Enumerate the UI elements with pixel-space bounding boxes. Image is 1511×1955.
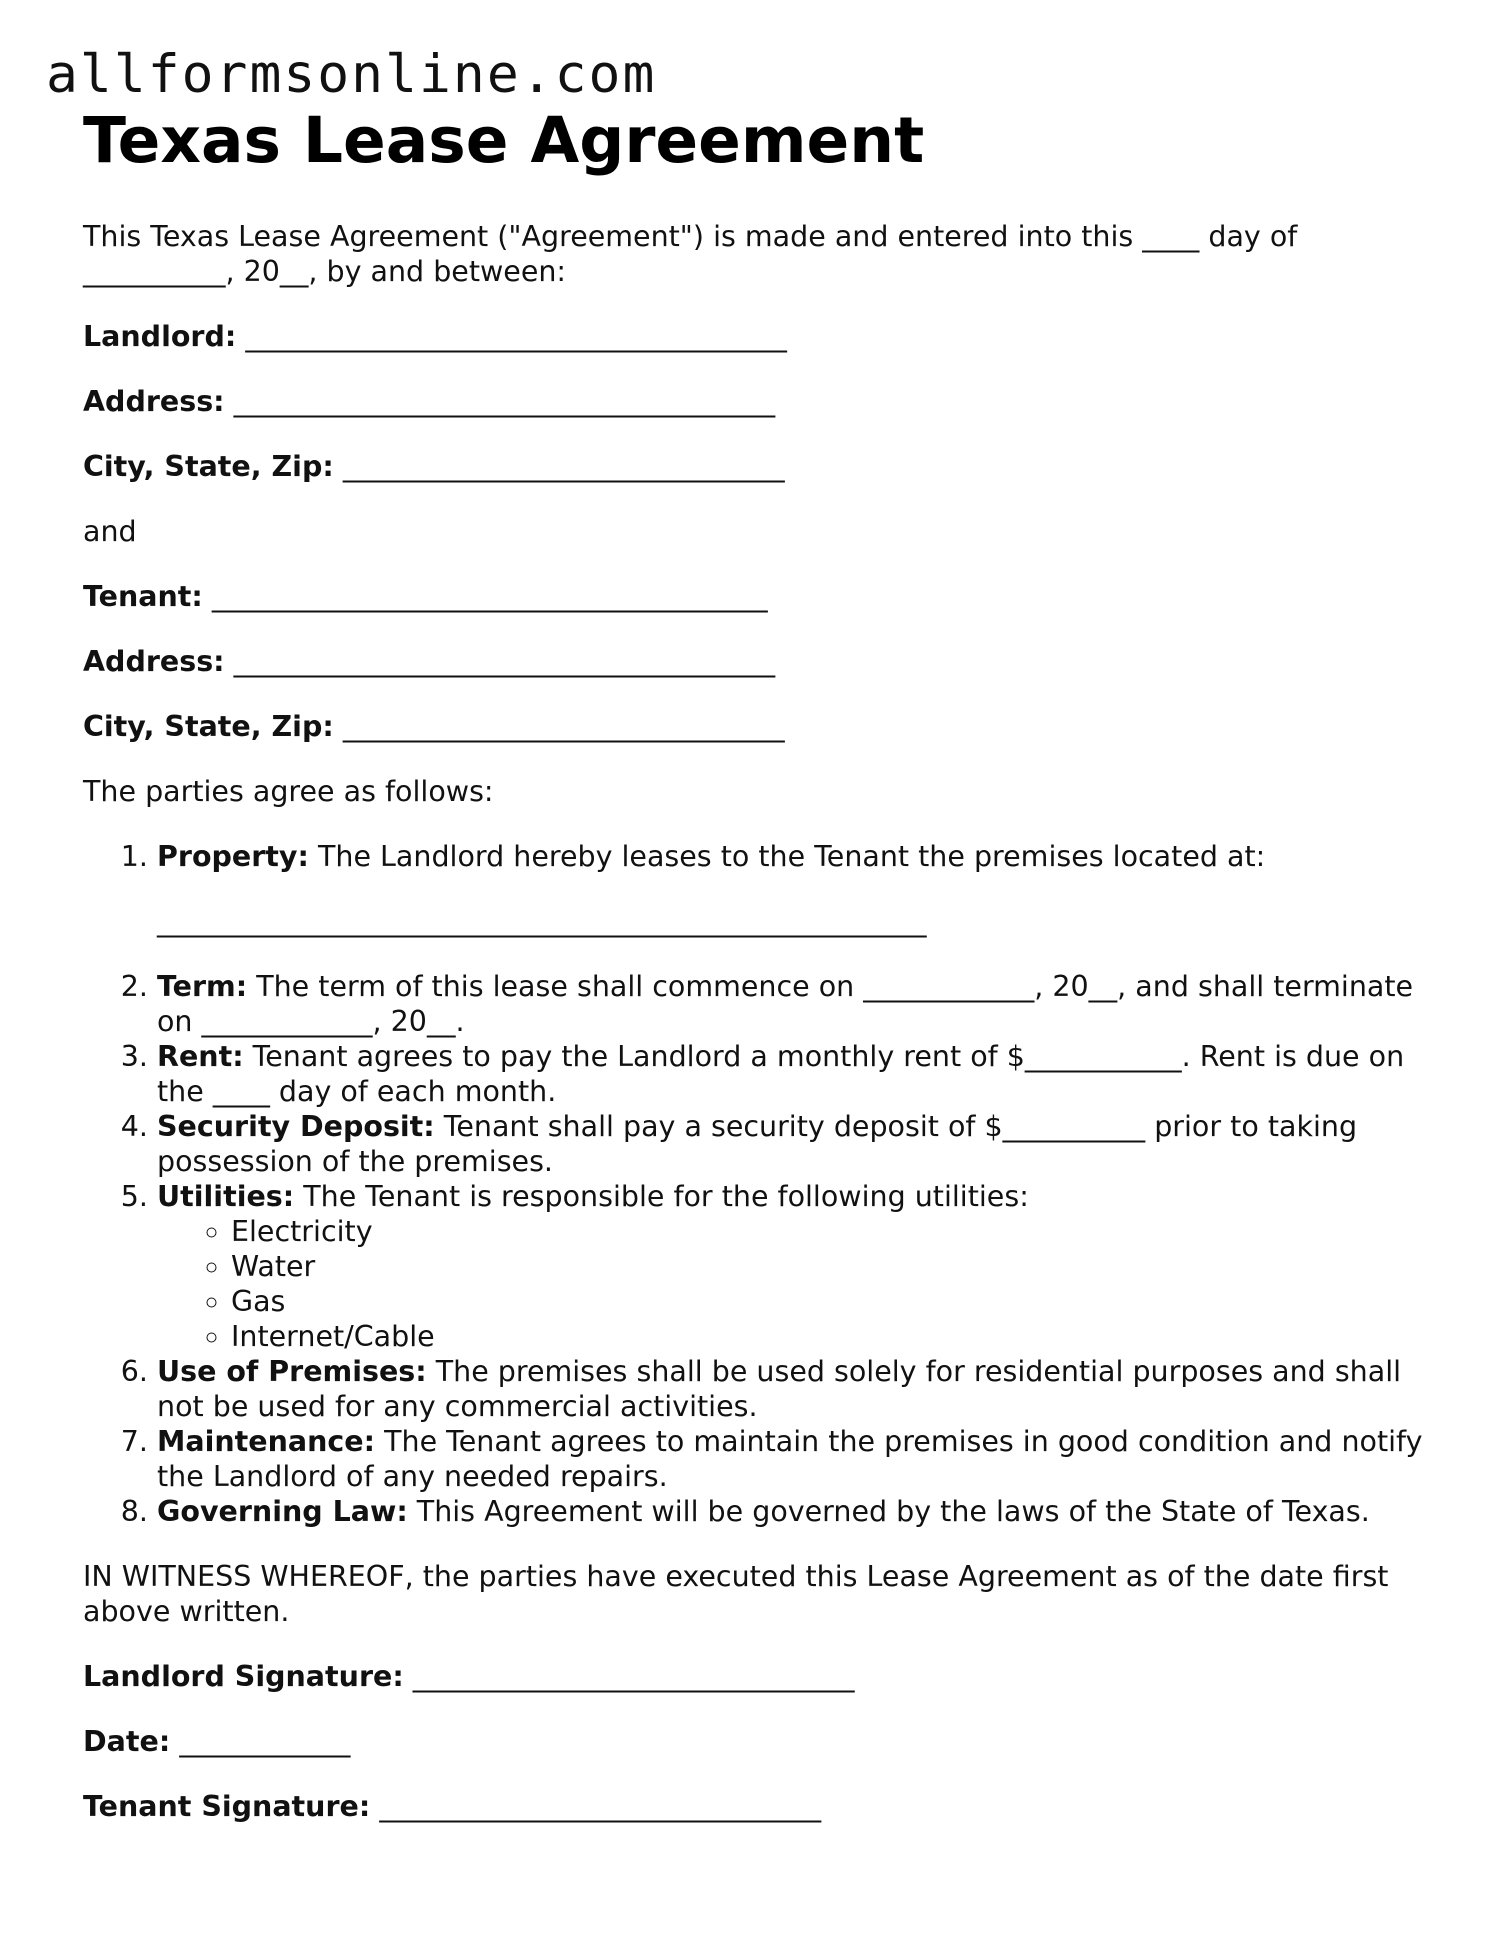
landlord-name-label: Landlord:: [83, 320, 237, 354]
landlord-address-field: [83, 384, 1423, 419]
utilities-list: [157, 1214, 1423, 1354]
term-property-text: The Landlord hereby leases to the Tenant the premises located at:: [308, 840, 1266, 874]
intro-paragraph: This Texas Lease Agreement ("Agreement") is made and entered into this ____ day of __________, 20__, by and between:: [83, 220, 1298, 289]
utility-item: ◦ Electricity: [231, 1214, 1423, 1249]
tenant-address-blank[interactable]: ______________________________________: [233, 645, 776, 679]
document-title: Texas Lease Agreement: [83, 104, 925, 177]
term-security-deposit: [157, 1109, 1423, 1179]
term-lease-term: [157, 969, 1423, 1039]
term-rent-text: Tenant agrees to pay the Landlord a monthly rent of $___________. Rent is due on the ____ day of each month.: [157, 1040, 1405, 1109]
landlord-address-label: Address:: [83, 385, 225, 419]
tenant-signature-blank[interactable]: _______________________________: [379, 1790, 822, 1824]
term-rent-label: Rent:: [157, 1040, 244, 1074]
landlord-address-blank[interactable]: ______________________________________: [233, 385, 776, 419]
tenant-name-blank[interactable]: _______________________________________: [211, 580, 768, 614]
landlord-city-blank[interactable]: _______________________________: [342, 450, 785, 484]
term-utilities-label: Utilities:: [157, 1180, 295, 1214]
utility-item: ◦ Water: [231, 1249, 1423, 1284]
term-governing-law: [157, 1494, 1423, 1529]
term-use-of-premises-text: The premises shall be used solely for residential purposes and shall not be used for any commercial activities.: [157, 1355, 1402, 1424]
tenant-city-label: City, State, Zip:: [83, 710, 334, 744]
term-use-of-premises: [157, 1354, 1423, 1424]
landlord-city-label: City, State, Zip:: [83, 450, 334, 484]
term-governing-law-label: Governing Law:: [157, 1495, 408, 1529]
term-property: [157, 839, 1423, 939]
term-use-of-premises-label: Use of Premises:: [157, 1355, 427, 1389]
landlord-signature-label: Landlord Signature:: [83, 1660, 404, 1694]
tenant-address-label: Address:: [83, 645, 225, 679]
landlord-name-blank[interactable]: ______________________________________: [245, 320, 787, 354]
property-address-blank[interactable]: ______________________________________________________: [157, 905, 927, 939]
landlord-signature-blank[interactable]: _______________________________: [412, 1660, 855, 1694]
term-governing-law-text: This Agreement will be governed by the laws of the State of Texas.: [407, 1495, 1370, 1529]
landlord-signature-field: [83, 1659, 1423, 1694]
term-maintenance-text: The Tenant agrees to maintain the premises in good condition and notify the Landlord of any needed repairs.: [157, 1425, 1423, 1494]
utility-item: ◦ Gas: [231, 1284, 1423, 1319]
tenant-name-field: [83, 579, 1423, 614]
tenant-city-blank[interactable]: _______________________________: [342, 710, 785, 744]
term-utilities: [157, 1179, 1423, 1354]
terms-list: [83, 839, 1423, 1529]
parties-agree-text: The parties agree as follows:: [83, 775, 494, 809]
term-security-deposit-label: Security Deposit:: [157, 1110, 435, 1144]
term-lease-term-label: Term:: [157, 970, 248, 1004]
tenant-city-field: [83, 709, 1423, 744]
date-field: [83, 1724, 1423, 1759]
term-lease-term-text: The term of this lease shall commence on ____________, 20__, and shall terminate on ____________, 20__.: [157, 970, 1414, 1039]
utility-item: ◦ Internet/Cable: [231, 1319, 1423, 1354]
landlord-city-field: [83, 449, 1423, 484]
tenant-signature-field: [83, 1789, 1423, 1824]
term-utilities-text: The Tenant is responsible for the following utilities:: [294, 1180, 1029, 1214]
date-blank[interactable]: ____________: [179, 1725, 351, 1759]
landlord-name-field: [83, 319, 1423, 354]
term-property-label: Property:: [157, 840, 309, 874]
term-security-deposit-text: Tenant shall pay a security deposit of $__________ prior to taking possession of the premises.: [157, 1110, 1358, 1179]
tenant-signature-label: Tenant Signature:: [83, 1790, 371, 1824]
term-rent: [157, 1039, 1423, 1109]
date-label: Date:: [83, 1725, 171, 1759]
document-body: [83, 106, 1423, 1824]
and-text: and: [83, 515, 137, 549]
tenant-name-label: Tenant:: [83, 580, 203, 614]
watermark: allformsonline.com: [46, 44, 657, 105]
witness-paragraph: IN WITNESS WHEREOF, the parties have executed this Lease Agreement as of the date first above written.: [83, 1560, 1389, 1629]
tenant-address-field: [83, 644, 1423, 679]
term-maintenance-label: Maintenance:: [157, 1425, 376, 1459]
term-maintenance: [157, 1424, 1423, 1494]
